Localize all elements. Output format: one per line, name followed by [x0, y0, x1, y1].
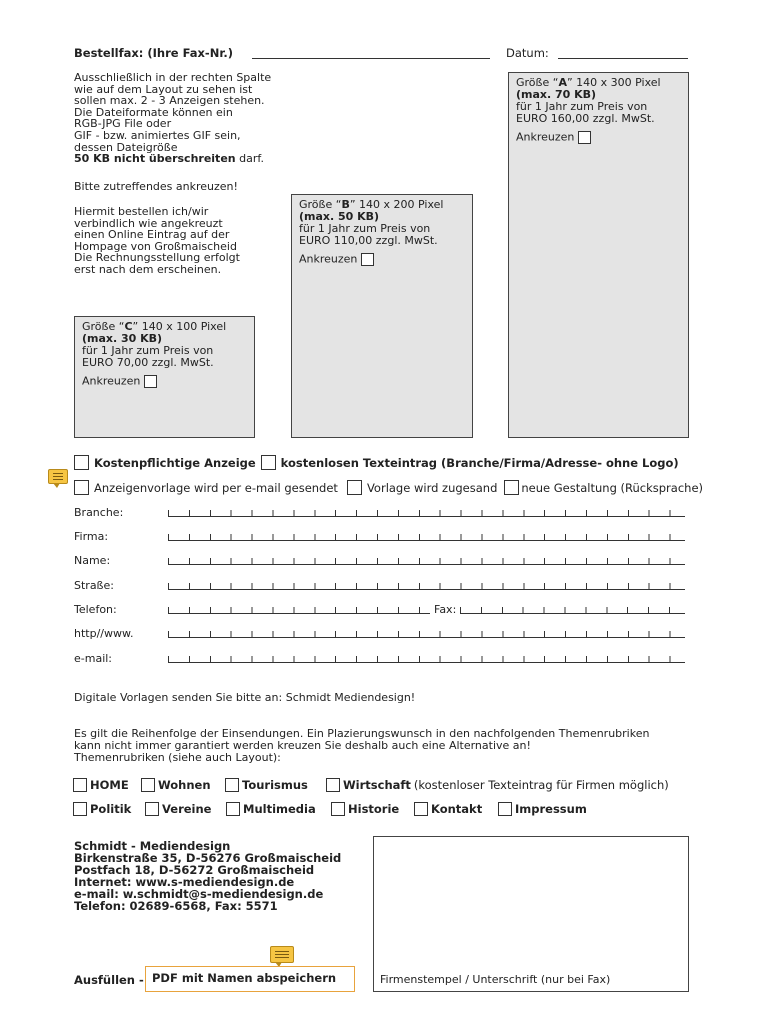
- category-multimedia[interactable]: Multimedia: [226, 802, 316, 816]
- intro-text: Ausschließlich in der rechten Spalte wie auf dem Layout zu sehen ist sollen max. 2 - 3 Anzeigen stehen. Die Dateiformate können ein RGB-JPG File oder GIF - bzw. animiertes GIF sein, dessen Dateigröße 50 KB nicht überschreiten darf.: [74, 71, 272, 166]
- category-tourismus[interactable]: Tourismus: [225, 778, 308, 792]
- name-field[interactable]: [168, 558, 685, 565]
- firma-field[interactable]: [168, 534, 685, 541]
- size-c-checkbox[interactable]: [144, 375, 157, 388]
- comment-icon[interactable]: [48, 469, 68, 484]
- comment-icon[interactable]: [270, 946, 294, 963]
- category-wirtschaft[interactable]: Wirtschaft (kostenloser Texteintrag für Firmen möglich): [326, 778, 669, 792]
- email-label: e-mail:: [74, 652, 113, 665]
- branche-field[interactable]: [168, 510, 685, 517]
- email-field[interactable]: [168, 656, 685, 663]
- new-design-checkbox[interactable]: [504, 480, 519, 495]
- ad-type-row: [74, 455, 679, 470]
- free-entry-checkbox[interactable]: [261, 455, 276, 470]
- branche-label: Branche:: [74, 506, 124, 519]
- fax-number-field[interactable]: [252, 58, 490, 59]
- fax-label: Bestellfax: (Ihre Fax-Nr.): [74, 46, 233, 60]
- date-field[interactable]: [558, 58, 688, 59]
- fax-field[interactable]: [460, 607, 685, 614]
- paid-ad-label: Kostenpflichtige Anzeige: [94, 455, 256, 470]
- fill-label: Ausfüllen -: [74, 973, 144, 987]
- category-vereine[interactable]: Vereine: [145, 802, 211, 816]
- stamp-label: Firmenstempel / Unterschrift (nur bei Fax): [380, 973, 611, 986]
- telefon-field[interactable]: [168, 607, 430, 614]
- sent-template-checkbox[interactable]: [347, 480, 362, 495]
- category-home[interactable]: HOME: [73, 778, 129, 792]
- telefon-label: Telefon:: [74, 603, 117, 616]
- size-a-checkbox[interactable]: [578, 131, 591, 144]
- strasse-label: Straße:: [74, 579, 114, 592]
- category-kontakt[interactable]: Kontakt: [414, 802, 482, 816]
- firma-label: Firma:: [74, 530, 109, 543]
- www-field[interactable]: [168, 631, 685, 638]
- category-wohnen[interactable]: Wohnen: [141, 778, 211, 792]
- free-entry-label: kostenlosen Texteintrag (Branche/Firma/Adresse- ohne Logo): [280, 455, 679, 470]
- date-label: Datum:: [506, 46, 549, 60]
- template-row: Anzeigenvorlage wird per e-mail gesendet Vorlage wird zugesand neue Gestaltung (Rücksprache): [74, 480, 703, 495]
- category-impressum[interactable]: Impressum: [498, 802, 587, 816]
- save-pdf-button[interactable]: PDF mit Namen abspeichern: [145, 966, 355, 992]
- size-b-box: Größe “B” 140 x 200 Pixel (max. 50 KB) für 1 Jahr zum Preis von EURO 110,00 zzgl. MwSt. Ankreuzen: [291, 194, 473, 438]
- email-template-checkbox[interactable]: [74, 480, 89, 495]
- fax-field-label: Fax:: [434, 603, 457, 616]
- stamp-signature-box[interactable]: [373, 836, 689, 992]
- size-a-box: Größe “A” 140 x 300 Pixel (max. 70 KB) für 1 Jahr zum Preis von EURO 160,00 zzgl. MwSt. Ankreuzen: [508, 72, 689, 438]
- name-label: Name:: [74, 554, 111, 567]
- company-address: Schmidt - Mediendesign Birkenstraße 35, D-56276 Großmaischeid Postfach 18, D-56272 Großmaischeid Internet: www.s-mediendesign.de e-mail: w.schmidt@s-mediendesign.de Telefon: 02689-6568, Fax: 5571: [74, 839, 342, 913]
- digital-note: Digitale Vorlagen senden Sie bitte an: Schmidt Mediendesign!: [74, 691, 416, 704]
- strasse-field[interactable]: [168, 583, 685, 590]
- size-c-box: Größe “C” 140 x 100 Pixel (max. 30 KB) für 1 Jahr zum Preis von EURO 70,00 zzgl. MwSt. Ankreuzen: [74, 316, 255, 438]
- www-label: http//www.: [74, 627, 134, 640]
- order-note: Es gilt die Reihenfolge der Einsendungen. Ein Plazierungswunsch in den nachfolgenden Themenrubriken kann nicht immer garantiert werden kreuzen Sie deshalb auch eine Alternative an! Themenrubriken (siehe auch Layout):: [74, 727, 650, 764]
- category-politik[interactable]: Politik: [73, 802, 131, 816]
- paid-ad-checkbox[interactable]: [74, 455, 89, 470]
- instruction-text: Bitte zutreffendes ankreuzen!: [74, 180, 238, 193]
- size-b-checkbox[interactable]: [361, 253, 374, 266]
- category-historie[interactable]: Historie: [331, 802, 399, 816]
- order-text: Hiermit bestellen ich/wir verbindlich wie angekreuzt einen Online Eintrag auf der Hompage von Großmaischeid Die Rechnungsstellung erfolgt erst nach dem erscheinen.: [74, 205, 240, 276]
